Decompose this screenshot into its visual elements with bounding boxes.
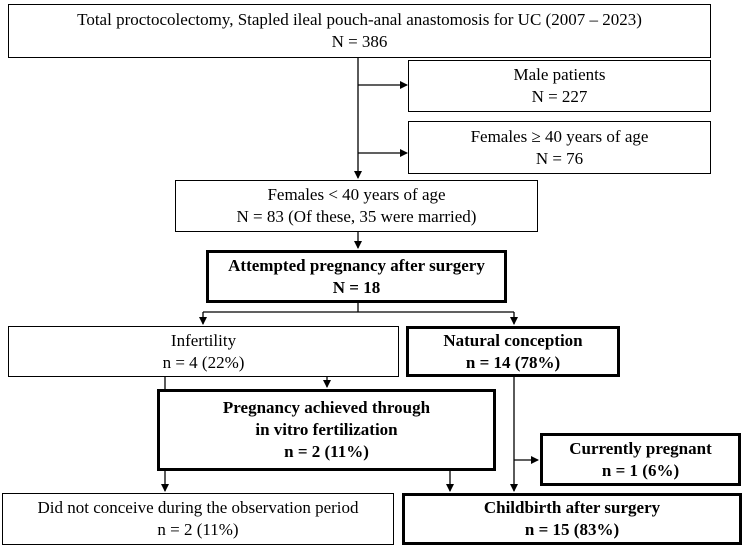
females-under-40-count: N = 83 (Of these, 35 were married) bbox=[236, 207, 477, 226]
infertility-box bbox=[8, 326, 399, 377]
attempted-pregnancy-box bbox=[206, 250, 507, 303]
currently-pregnant-box bbox=[540, 433, 741, 486]
not-conceive-label: Did not conceive during the observation period bbox=[37, 498, 359, 517]
not-conceive-box bbox=[2, 493, 394, 545]
natural-conception-count: n = 14 (78%) bbox=[465, 352, 561, 372]
currently-pregnant-count: n = 1 (6%) bbox=[601, 460, 680, 480]
total-patients-label: Total proctocolectomy, Stapled ileal pouch-anal anastomosis for UC (2007 – 2023) bbox=[77, 10, 642, 29]
ivf-pregnancy-box bbox=[157, 389, 496, 471]
infertility-label: Infertility bbox=[170, 330, 237, 350]
attempted-pregnancy-label: Attempted pregnancy after surgery bbox=[228, 255, 485, 275]
male-patients-box bbox=[408, 60, 711, 112]
male-patients-count: N = 227 bbox=[531, 87, 588, 106]
natural-conception-label: Natural conception bbox=[443, 330, 583, 350]
childbirth-box bbox=[402, 493, 742, 545]
females-over-40-box bbox=[408, 121, 711, 174]
male-patients-label: Male patients bbox=[513, 65, 606, 84]
ivf-pregnancy-label-2: in vitro fertilization bbox=[255, 420, 398, 439]
natural-conception-box bbox=[406, 326, 620, 377]
ivf-pregnancy-label-1: Pregnancy achieved through bbox=[222, 398, 431, 417]
not-conceive-count: n = 2 (11%) bbox=[157, 520, 239, 539]
ivf-pregnancy-count: n = 2 (11%) bbox=[284, 442, 369, 461]
childbirth-label: Childbirth after surgery bbox=[483, 498, 661, 517]
currently-pregnant-label: Currently pregnant bbox=[569, 438, 712, 458]
females-under-40-label: Females < 40 years of age bbox=[267, 185, 446, 204]
total-patients-count: N = 386 bbox=[331, 32, 388, 51]
childbirth-count: n = 15 (83%) bbox=[524, 520, 620, 539]
females-over-40-count: N = 76 bbox=[535, 148, 584, 168]
infertility-count: n = 4 (22%) bbox=[162, 352, 245, 372]
females-over-40-label: Females ≥ 40 years of age bbox=[470, 126, 649, 146]
attempted-pregnancy-count: N = 18 bbox=[332, 277, 381, 297]
total-patients-box bbox=[8, 4, 711, 58]
females-under-40-box bbox=[175, 180, 538, 232]
